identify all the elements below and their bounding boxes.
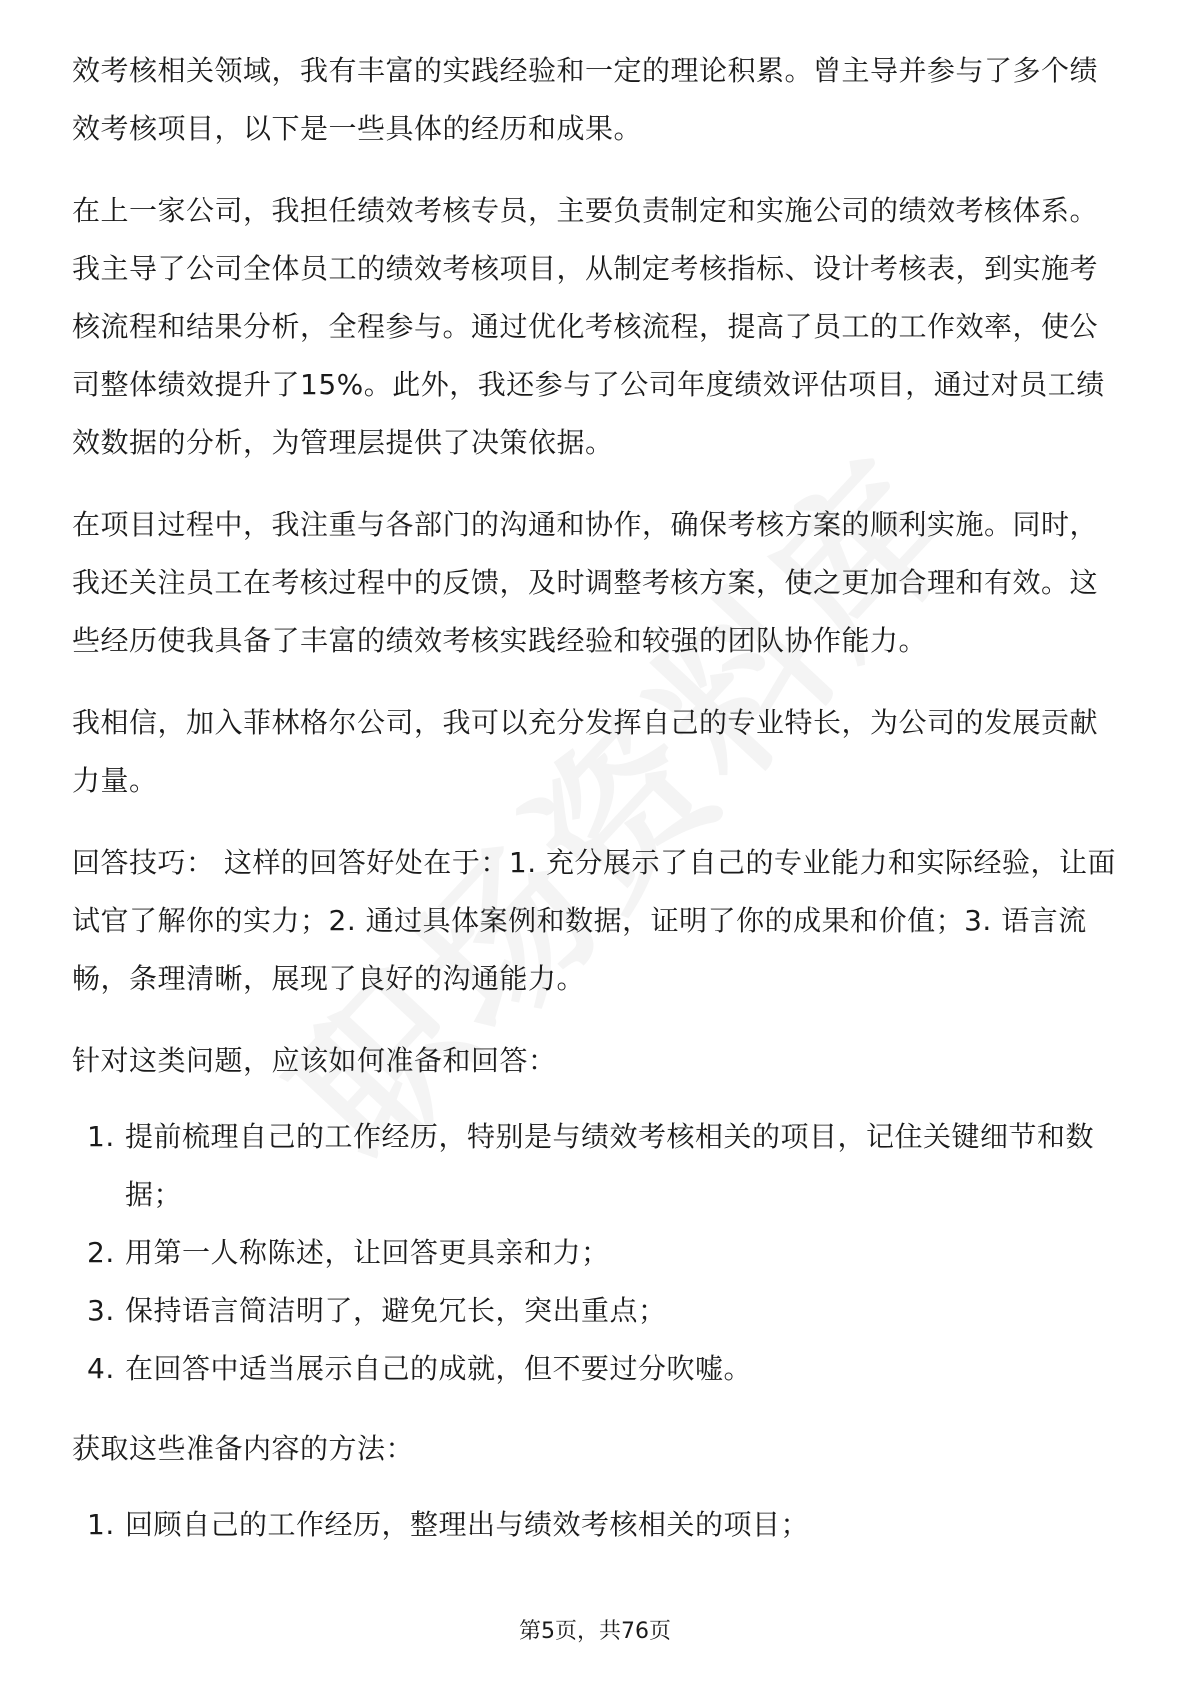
list-number: 2.	[87, 1236, 115, 1269]
list-item	[72, 1224, 1122, 1282]
list-item-text: 用第一人称陈述，让回答更具亲和力；	[125, 1236, 610, 1269]
paragraph-collaboration: 在项目过程中，我注重与各部门的沟通和协作，确保考核方案的顺利实施。同时，我还关注员工在考核过程中的反馈，及时调整考核方案，使之更加合理和有效。这些经历使我具备了丰富的绩效考核实践经验和较强的团队协作能力。	[72, 508, 1099, 657]
list-item	[72, 1340, 1122, 1398]
list-item	[72, 1282, 1122, 1340]
list-item-text: 在回答中适当展示自己的成就，但不要过分吹嘘。	[125, 1352, 753, 1385]
list-item	[72, 1496, 1122, 1554]
paragraph-method-heading: 获取这些准备内容的方法：	[72, 1432, 415, 1465]
list-number: 1.	[87, 1120, 115, 1153]
paragraph-previous-job: 在上一家公司，我担任绩效考核专员，主要负责制定和实施公司的绩效考核体系。我主导了公司全体员工的绩效考核项目，从制定考核指标、设计考核表，到实施考核流程和结果分析，全程参与。通过优化考核流程，提高了员工的工作效率，使公司整体绩效提升了15%。此外，我还参与了公司年度绩效评估项目，通过对员工绩效数据的分析，为管理层提供了决策依据。	[72, 194, 1105, 459]
list-number: 3.	[87, 1294, 115, 1327]
paragraph-answer-tips: 回答技巧： 这样的回答好处在于：1. 充分展示了自己的专业能力和实际经验，让面试官了解你的实力；2. 通过具体案例和数据，证明了你的成果和价值；3. 语言流畅，条理清晰，展现了良好的沟通能力。	[72, 846, 1117, 995]
prep-list	[72, 1108, 1122, 1398]
paragraph-prep-heading: 针对这类问题，应该如何准备和回答：	[72, 1044, 557, 1077]
paragraph-experience-intro: 效考核相关领域，我有丰富的实践经验和一定的理论积累。曾主导并参与了多个绩效考核项目，以下是一些具体的经历和成果。	[72, 54, 1099, 145]
list-item-text: 保持语言简洁明了，避免冗长，突出重点；	[125, 1294, 667, 1327]
list-item	[72, 1108, 1122, 1224]
list-number: 1.	[87, 1508, 115, 1541]
list-item-text: 提前梳理自己的工作经历，特别是与绩效考核相关的项目，记住关键细节和数据；	[125, 1120, 1095, 1211]
method-list	[72, 1496, 1122, 1554]
page-footer: 第5页，共76页	[519, 1619, 671, 1644]
list-number: 4.	[87, 1352, 115, 1385]
paragraph-closing: 我相信，加入菲林格尔公司，我可以充分发挥自己的专业特长，为公司的发展贡献力量。	[72, 706, 1099, 797]
list-item-text: 回顾自己的工作经历，整理出与绩效考核相关的项目；	[125, 1508, 810, 1541]
document-body	[72, 42, 1122, 1576]
